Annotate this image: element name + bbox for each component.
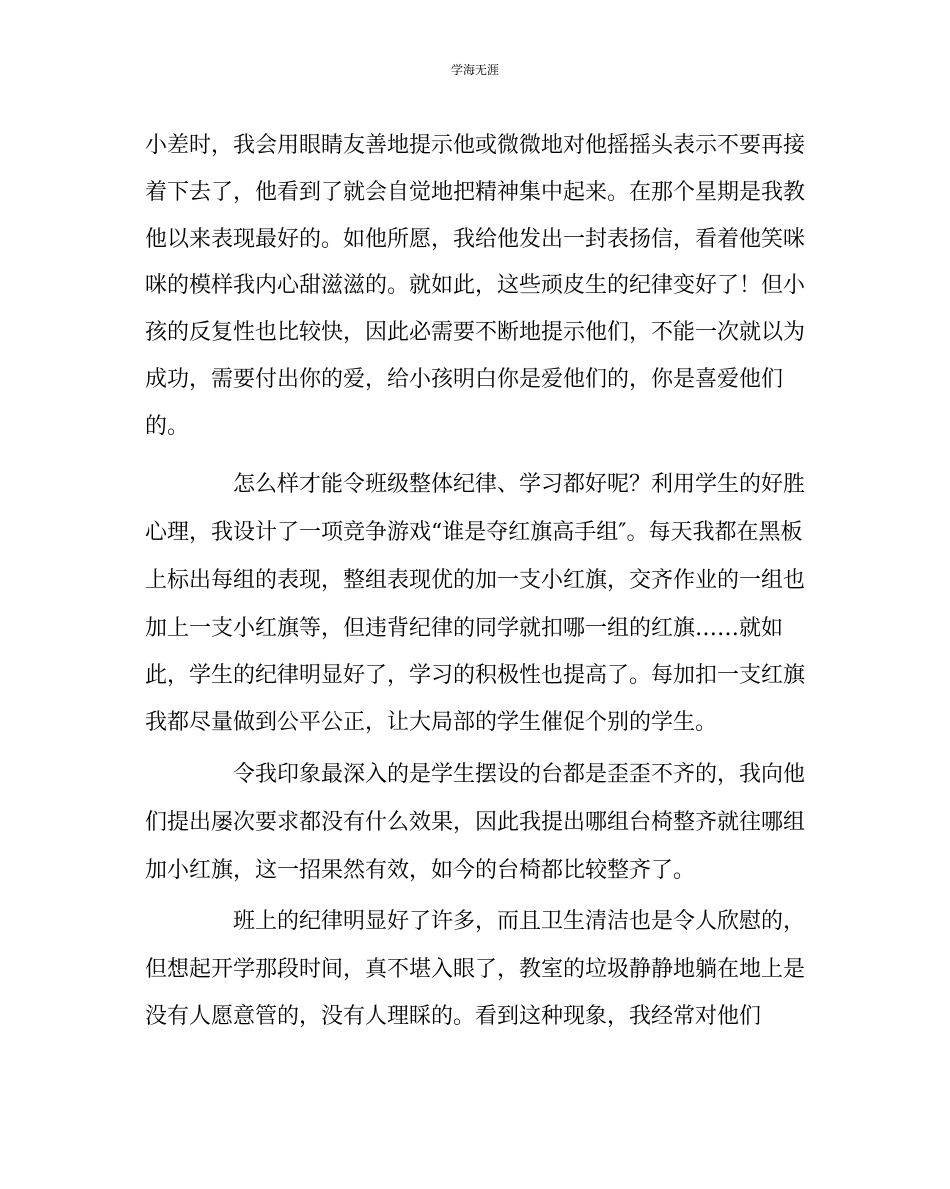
- text-line: 心理，我设计了一项竞争游戏“谁是夺红旗高手组″。每天我都在黑板: [145, 520, 803, 545]
- text-line: 令我印象最深入的是学生摆设的台都是歪歪不齐的，我向他: [233, 762, 806, 787]
- text-line: 没有人愿意管的，没有人理睬的。看到这种现象，我经常对他们: [145, 1004, 762, 1029]
- page-header: 学海无涯: [450, 63, 499, 77]
- text-line: 怎么样才能令班级整体纪律、学习都好呢？利用学生的好胜: [233, 472, 806, 497]
- text-line: 加小红旗，这一招果然有效，如今的台椅都比较整齐了。: [145, 858, 696, 883]
- text-line: 上标出每组的表现，整组表现优的加一支小红旗，交齐作业的一组也: [145, 568, 806, 593]
- text-line: 班上的纪律明显好了许多，而且卫生清洁也是令人欣慰的，: [233, 909, 806, 934]
- text-line: 他以来表现最好的。如他所愿，我给他发出一封表扬信，看着他笑咪: [145, 227, 806, 252]
- text-line: 小差时，我会用眼睛友善地提示他或微微地对他摇摇头表示不要再接: [145, 133, 806, 158]
- text-line: 着下去了，他看到了就会自觉地把精神集中起来。在那个星期是我教: [145, 180, 806, 205]
- text-line: 们提出屡次要求都没有什么效果，因此我提出哪组台椅整齐就往哪组: [145, 810, 806, 835]
- text-line: 咪的模样我内心甜滋滋的。就如此，这些顽皮生的纪律变好了！但小: [145, 273, 806, 298]
- text-line: 此，学生的纪律明显好了，学习的积极性也提高了。每加扣一支红旗: [145, 663, 806, 688]
- text-line: 我都尽量做到公平公正，让大局部的学生催促个别的学生。: [145, 710, 718, 735]
- text-line: 成功，需要付出你的爱，给小孩明白你是爱他们的，你是喜爱他们: [145, 367, 784, 392]
- text-line: 的。: [145, 414, 190, 439]
- text-line: 但想起开学那段时间，真不堪入眼了，教室的垃圾静静地躺在地上是: [145, 957, 806, 982]
- text-line: 加上一支小红旗等，但违背纪律的同学就扣哪一组的红旗……就如: [145, 616, 784, 641]
- text-line: 孩的反复性也比较快，因此必需要不断地提示他们，不能一次就以为: [145, 320, 806, 345]
